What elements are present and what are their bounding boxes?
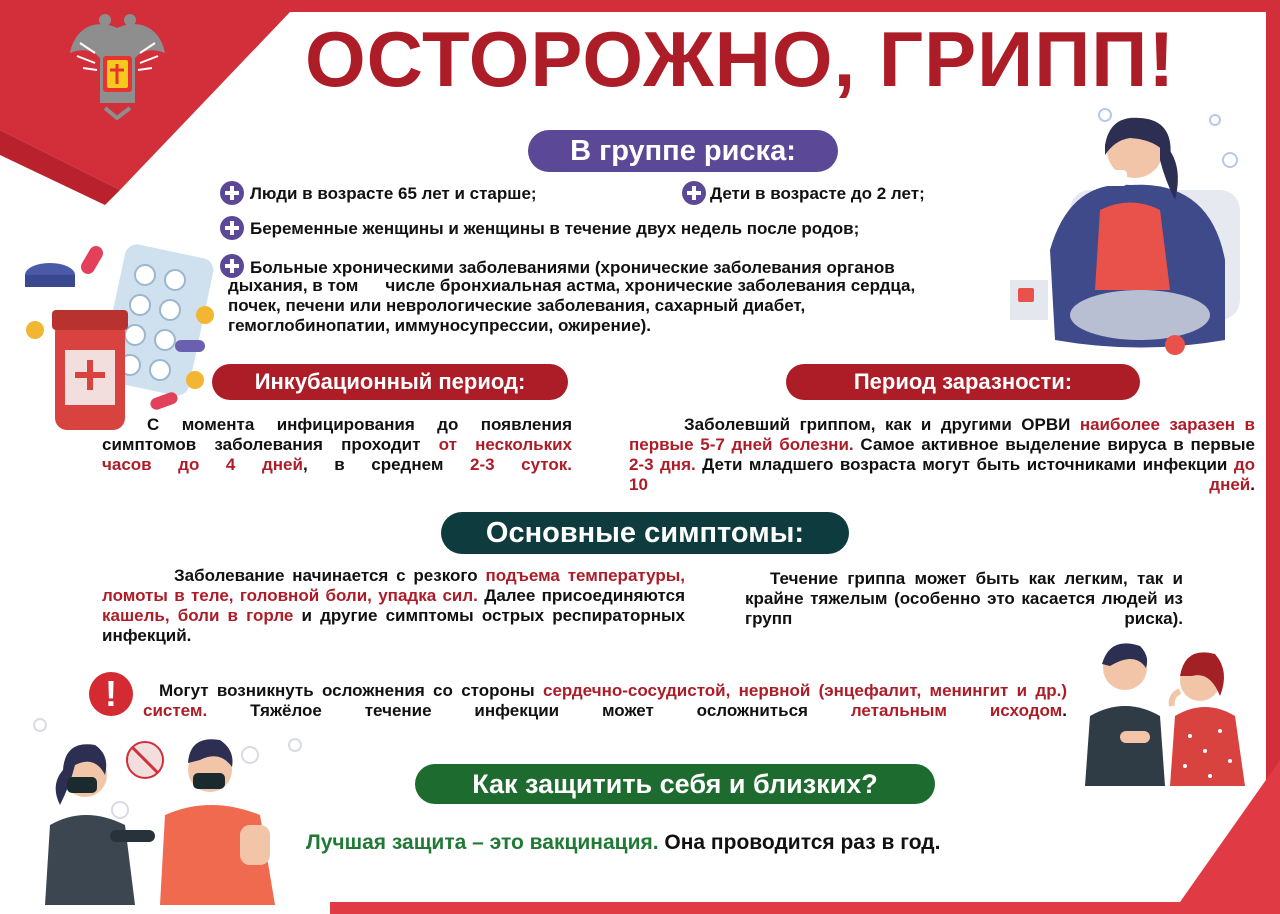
risk-item-pregnant: Беременные женщины и женщины в течение двух недель после родов;: [250, 219, 860, 238]
complications-text: Могут возникнуть осложнения со стороны сердечно-сосудистой, нервной (энцефалит, менингит и др.) систем. Тяжёлое течение инфекции может осложниться летальным исходом.: [143, 681, 1067, 720]
vaccination-text: Лучшая защита – это вакцинация. Она проводится раз в год.: [306, 831, 941, 854]
rospotrebnadzor-emblem-icon: [65, 8, 170, 123]
symptoms-left-text: Заболевание начинается с резкого подъема температуры, ломоты в теле, головной боли, упадка сил. Далее присоединяются кашель, боли в горле и другие симптомы острых респираторных инфекций.: [102, 566, 685, 645]
protect-heading: Как защитить себя и близких?: [415, 764, 935, 804]
incubation-heading: Инкубационный период:: [212, 364, 568, 400]
contagious-text: Заболевший гриппом, как и другими ОРВИ наиболее заразен в первые 5-7 дней болезни. Самое активное выделение вируса в первые 2-3 дня. Дети младшего возраста могут быть источниками инфекции до 10 дней.: [629, 415, 1256, 494]
plus-icon: [220, 181, 244, 205]
risk-item-chronic-line3: почек, печени или неврологические заболевания, сахарный диабет,: [228, 296, 806, 315]
risk-item-children: Дети в возрасте до 2 лет;: [710, 184, 925, 203]
couple-coughing-illustration: [1080, 636, 1260, 786]
plus-icon: [220, 216, 244, 240]
page-title: ОСТОРОЖНО, ГРИПП!: [305, 15, 1176, 103]
exclamation-icon: !: [89, 672, 133, 716]
pills-illustration: [20, 240, 225, 440]
risk-item-chronic-line1: Больные хроническими заболеваниями (хронические заболевания органов: [250, 258, 895, 277]
risk-item-chronic-line4: гемоглобинопатии, иммуносупрессии, ожирение).: [228, 316, 652, 335]
vaccination-illustration: [25, 715, 315, 905]
symptoms-heading: Основные симптомы:: [441, 512, 849, 554]
symptoms-right-text: Течение гриппа может быть как легким, так и крайне тяжелым (особенно это касается людей из групп риска).: [745, 569, 1183, 628]
incubation-text: С момента инфицирования до появления симптомов заболевания проходит от нескольких часов до 4 дней, в среднем 2-3 суток.: [102, 415, 573, 474]
plus-icon: [682, 181, 706, 205]
risk-group-heading: В группе риска:: [528, 130, 838, 172]
risk-item-elderly: Люди в возрасте 65 лет и старше;: [250, 184, 537, 203]
contagious-heading: Период заразности:: [786, 364, 1140, 400]
sick-woman-illustration: [1010, 100, 1260, 360]
risk-item-chronic-line2: дыхания, в том числе бронхиальная астма, хронические заболевания сердца,: [228, 276, 916, 295]
